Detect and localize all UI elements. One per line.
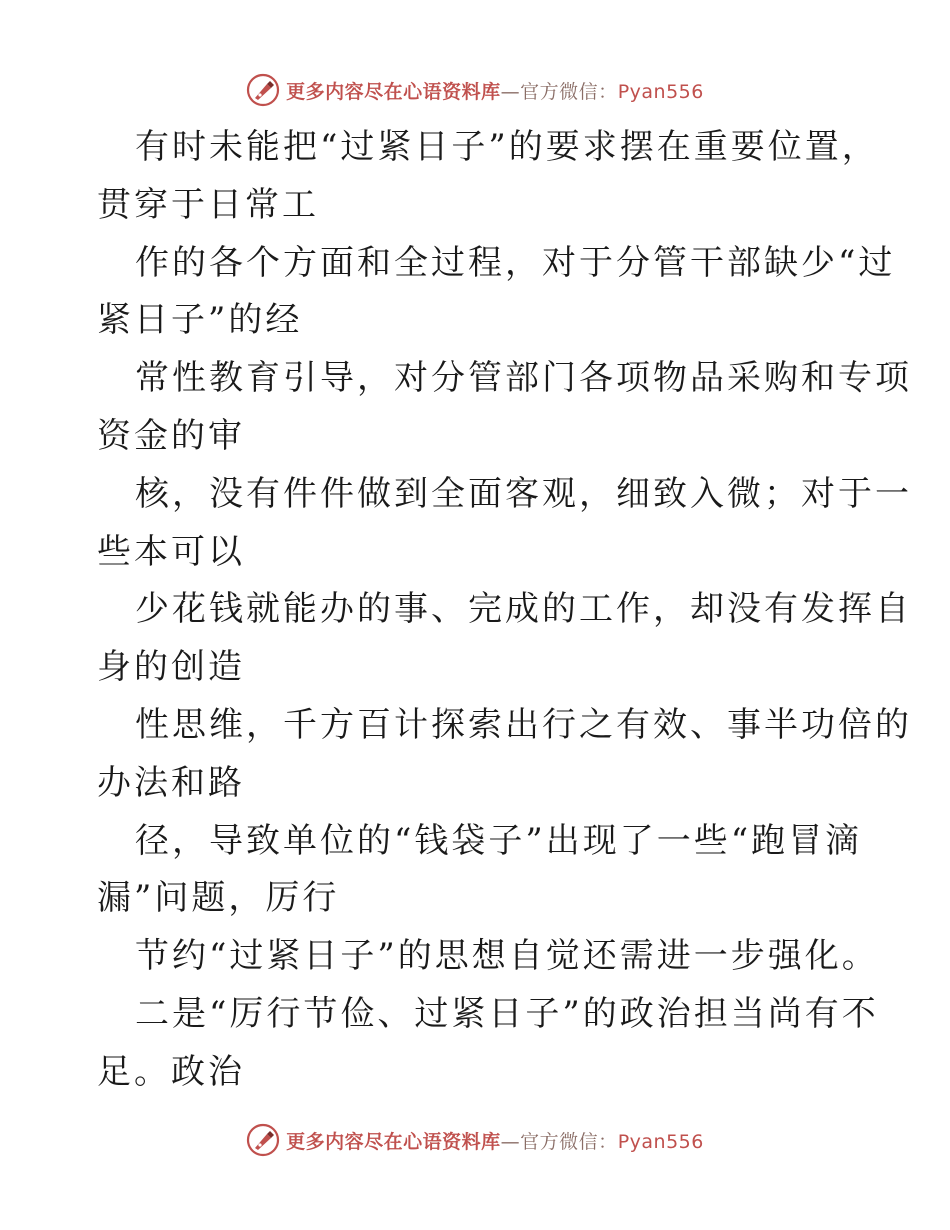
text-line: 有时未能把“过紧日子”的要求摆在重要位置， (135, 127, 879, 167)
header-banner-title: 更多内容尽在心语资料库 (286, 80, 501, 103)
text-line: 足。政治 (97, 1051, 245, 1092)
footer-banner-title: 更多内容尽在心语资料库 (286, 1130, 501, 1153)
text-line: 漏”问题，厉行 (97, 878, 340, 919)
text-line: 办法和路 (97, 762, 245, 803)
text-line: 二是“厉行节俭、过紧日子”的政治担当尚有不 (135, 993, 879, 1034)
header-banner (0, 70, 950, 110)
text-line: 少花钱就能办的事、完成的工作，却没有发挥自 (135, 589, 912, 630)
header-banner-separator: —官方微信： (500, 80, 618, 103)
pen-nib-logo-icon (246, 73, 280, 107)
footer-banner-wechat-id: Pyan556 (617, 1130, 704, 1153)
header-banner-content (246, 73, 704, 107)
footer-banner (0, 1120, 950, 1160)
text-line: 资金的审 (97, 415, 245, 456)
footer-banner-content (246, 1123, 704, 1157)
text-line: 节约“过紧日子”的思想自觉还需进一步强化。 (135, 936, 879, 977)
text-line: 核，没有件件做到全面客观，细致入微；对于一 (135, 473, 912, 514)
text-line: 性思维，千方百计探索出行之有效、事半功倍的 (135, 704, 912, 745)
footer-banner-separator: —官方微信： (500, 1130, 618, 1153)
text-line: 些本可以 (97, 531, 245, 572)
text-line: 贯穿于日常工 (97, 184, 319, 225)
text-line: 紧日子”的经 (97, 300, 303, 341)
header-banner-wechat-id: Pyan556 (617, 80, 704, 103)
text-line: 身的创造 (97, 647, 245, 688)
text-line: 径，导致单位的“钱袋子”出现了一些“跑冒滴 (135, 820, 863, 861)
text-line: 作的各个方面和全过程，对于分管干部缺少“过 (135, 242, 896, 283)
footer-banner-text (286, 1127, 704, 1154)
pen-nib-logo-icon (246, 1123, 280, 1157)
header-banner-text (286, 77, 704, 104)
document-body (97, 119, 912, 1102)
text-line: 常性教育引导，对分管部门各项物品采购和专项 (135, 358, 912, 399)
